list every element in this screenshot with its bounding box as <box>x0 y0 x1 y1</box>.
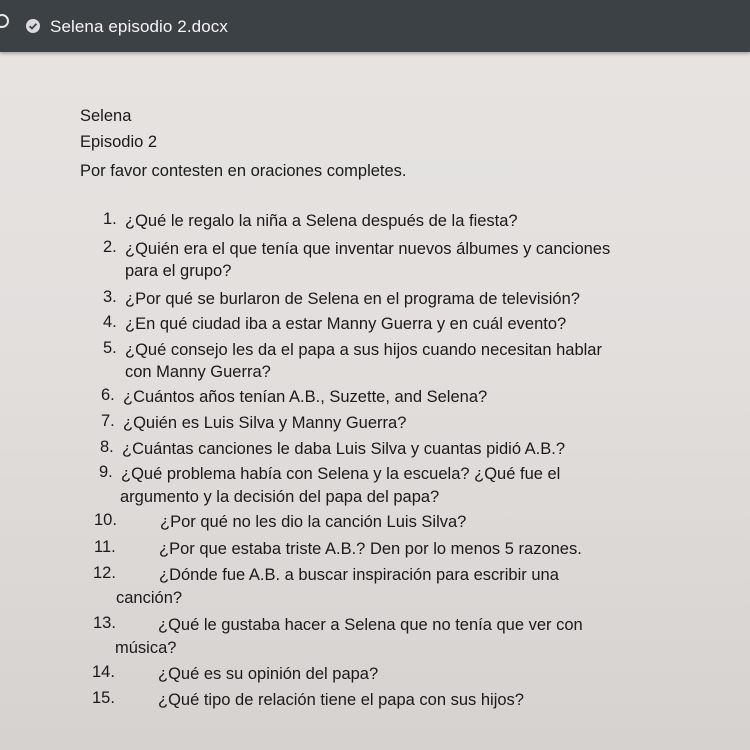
document-title: Selena <box>80 107 132 125</box>
question-text: ¿Cuántos años tenían A.B., Suzette, and Selena? <box>123 388 488 406</box>
question-text-continued: música? <box>115 639 177 657</box>
question-number: 6. <box>101 386 115 404</box>
question-number: 13. <box>93 614 116 632</box>
document-filename: Selena episodio 2.docx <box>50 17 228 36</box>
question-text: ¿Quién es Luis Silva y Manny Guerra? <box>123 414 407 432</box>
question-number: 15. <box>92 689 115 707</box>
question-text: ¿Cuántas canciones le daba Luis Silva y cuantas pidió A.B.? <box>122 440 566 458</box>
question-text: ¿Qué consejo les da el papa a sus hijos cuando necesitan hablar <box>125 341 602 359</box>
question-number: 4. <box>103 313 117 331</box>
question-number: 2. <box>103 238 117 256</box>
question-text: ¿Quién era el que tenía que inventar nuevos álbumes y canciones <box>125 240 611 258</box>
question-text: ¿Por qué no les dio la canción Luis Silva? <box>160 513 467 531</box>
question-text: ¿Por que estaba triste A.B.? Den por lo menos 5 razones. <box>159 540 582 558</box>
question-text-continued: canción? <box>116 589 183 607</box>
question-text-continued: para el grupo? <box>125 262 232 280</box>
question-number: 12. <box>93 564 116 582</box>
question-number: 14. <box>92 663 115 681</box>
question-number: 7. <box>101 412 115 430</box>
question-text: ¿Por qué se burlaron de Selena en el programa de televisión? <box>125 290 580 308</box>
question-number: 5. <box>103 339 117 357</box>
circle-icon[interactable] <box>0 13 10 29</box>
question-text-continued: con Manny Guerra? <box>125 363 271 381</box>
question-number: 8. <box>100 438 114 456</box>
question-number: 9. <box>99 463 113 481</box>
check-circle-icon <box>26 19 40 33</box>
document-subtitle: Episodio 2 <box>80 133 158 151</box>
question-number: 1. <box>103 210 117 228</box>
document-page <box>0 52 750 750</box>
question-number: 3. <box>103 288 117 306</box>
question-text: ¿Qué tipo de relación tiene el papa con sus hijos? <box>158 691 524 709</box>
question-text: ¿Dónde fue A.B. a buscar inspiración para escribir una <box>159 566 559 584</box>
question-number: 10. <box>94 511 117 529</box>
question-number: 11. <box>94 538 116 556</box>
document-title-bar <box>0 0 750 52</box>
question-text: ¿Qué le gustaba hacer a Selena que no tenía que ver con <box>158 616 583 634</box>
question-text: ¿En qué ciudad iba a estar Manny Guerra y en cuál evento? <box>125 315 567 333</box>
question-text: ¿Qué le regalo la niña a Selena después de la fiesta? <box>125 212 518 230</box>
question-text: ¿Qué es su opinión del papa? <box>158 665 379 683</box>
question-text-continued: argumento y la decisión del papa del papa? <box>120 488 440 506</box>
question-text: ¿Qué problema había con Selena y la escuela? ¿Qué fue el <box>121 465 561 483</box>
document-instructions: Por favor contesten en oraciones completes. <box>80 162 407 180</box>
